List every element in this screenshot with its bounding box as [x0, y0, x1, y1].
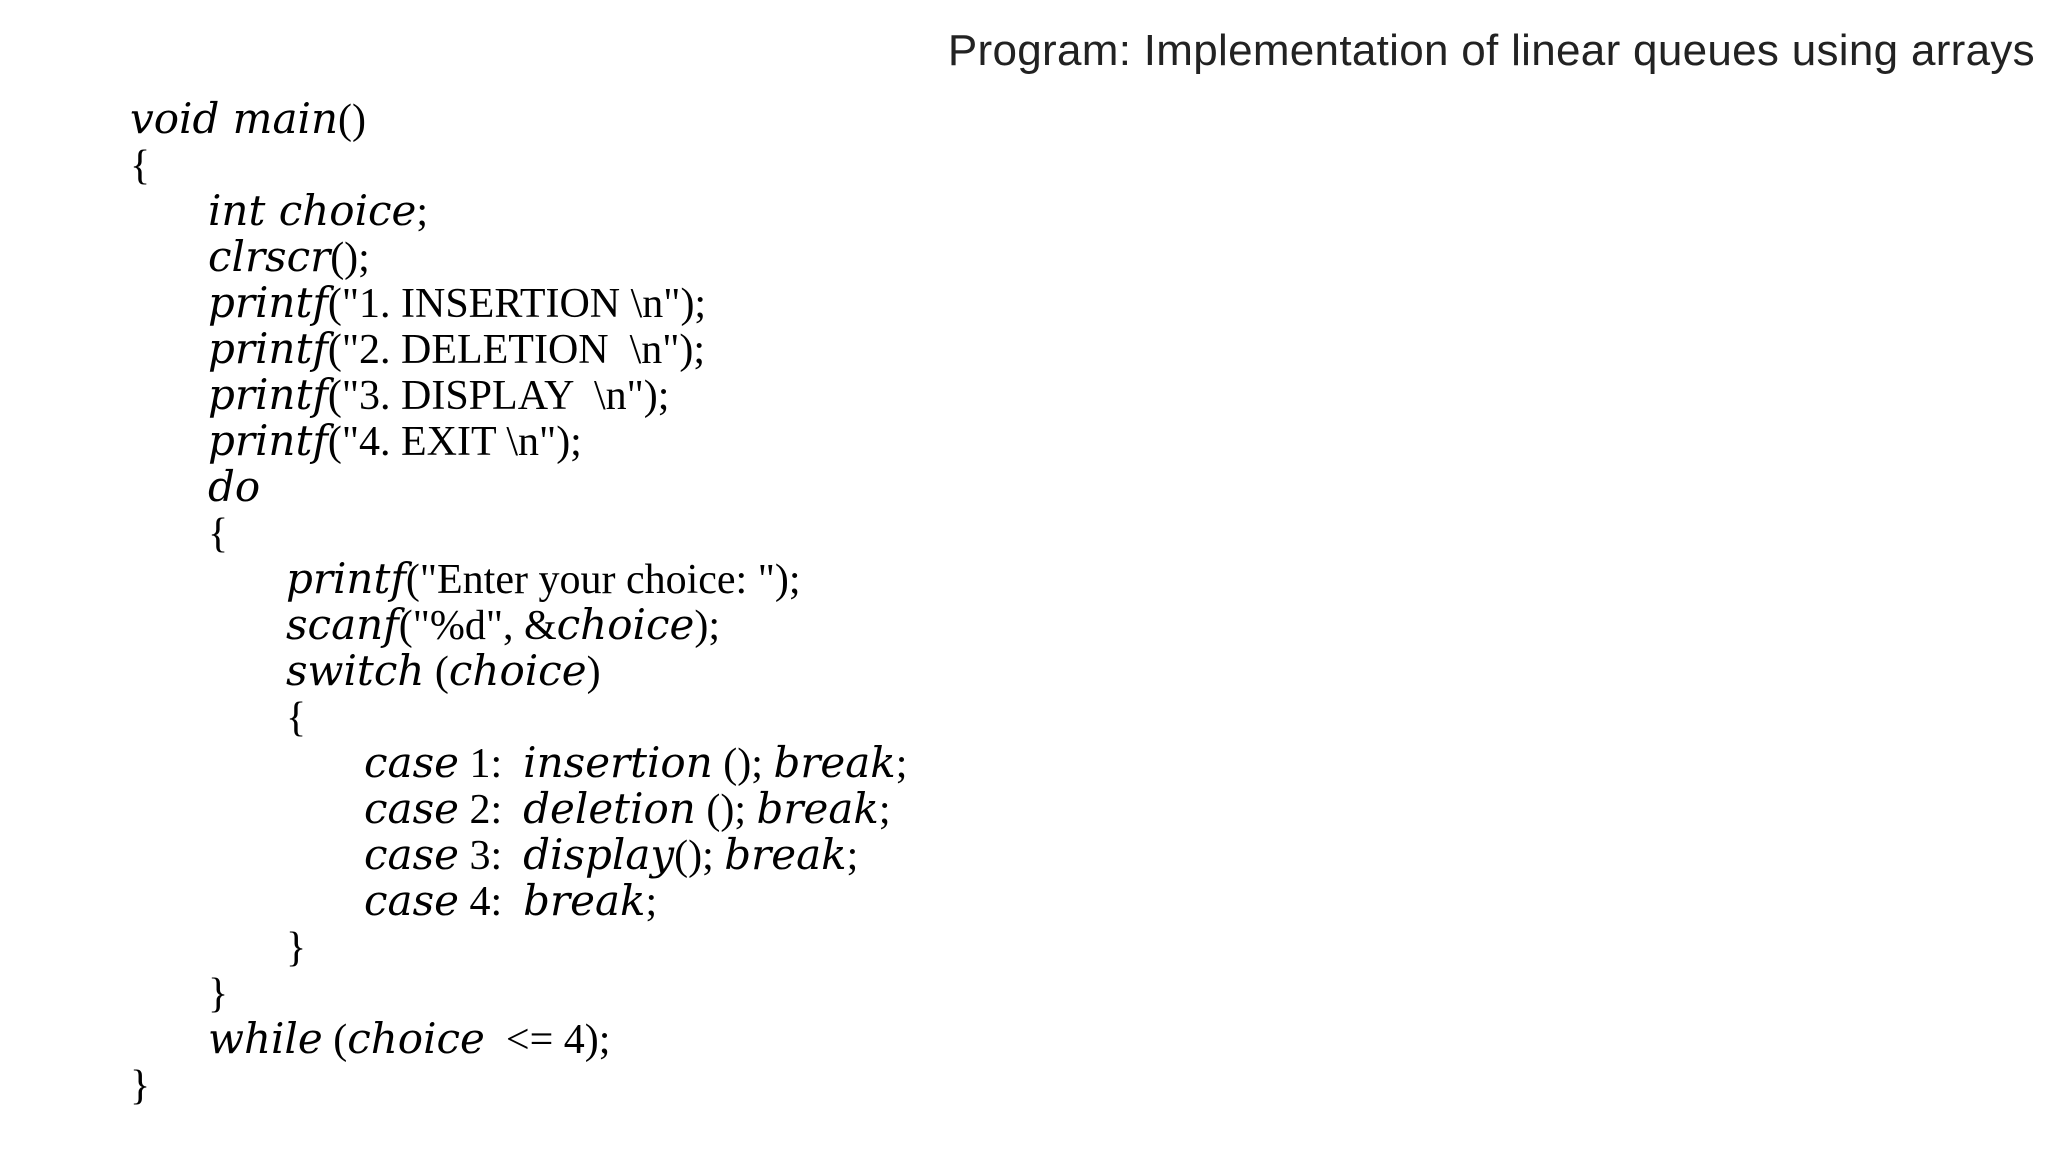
code-line-close-brace	[130, 1062, 150, 1109]
code-line-printf	[286, 556, 801, 603]
code-token: insertion	[523, 738, 713, 787]
code-line-case	[364, 878, 657, 925]
code-token: ();	[712, 741, 774, 787]
code-line-printf	[208, 326, 705, 373]
code-token: ;	[895, 741, 908, 787]
code-token: break	[756, 784, 879, 833]
code-line-case	[364, 786, 890, 833]
code-token: )	[586, 649, 601, 695]
code-token: printf	[208, 416, 328, 465]
code-token: case	[364, 738, 459, 787]
code-token: choice	[448, 646, 587, 695]
code-token: case	[364, 830, 459, 879]
code-token: ("2. DELETION \n");	[327, 327, 706, 373]
code-token: {	[130, 143, 151, 189]
code-line-printf	[208, 372, 669, 419]
code-token: deletion	[523, 784, 696, 833]
code-token: void main	[130, 94, 339, 143]
code-token: while	[208, 1014, 323, 1063]
code-token: (	[424, 649, 449, 695]
code-token: display	[523, 830, 675, 879]
code-token: ();	[674, 833, 725, 879]
code-token: ()	[338, 97, 367, 143]
code-token: printf	[286, 554, 406, 603]
code-token: 3:	[458, 833, 524, 879]
code-line-clrscr	[208, 234, 370, 281]
code-line-printf	[208, 280, 706, 327]
code-line-case	[364, 740, 907, 787]
code-token: ();	[330, 235, 370, 281]
code-token: choice	[556, 600, 695, 649]
code-token: ("1. INSERTION \n");	[327, 281, 707, 327]
code-line-scanf	[286, 602, 720, 649]
code-token: {	[208, 511, 229, 557]
code-token: }	[208, 971, 229, 1017]
code-line-main-signature	[130, 96, 366, 143]
code-token: 4:	[458, 879, 524, 925]
code-token: );	[694, 603, 720, 649]
code-token: int choice	[208, 186, 417, 235]
code-token: choice	[347, 1014, 485, 1063]
code-token: case	[364, 784, 459, 833]
code-token: ;	[846, 833, 859, 879]
code-token: ("3. DISPLAY \n");	[327, 373, 670, 419]
code-token: do	[208, 462, 261, 511]
code-token: }	[286, 925, 307, 971]
code-token: clrscr	[208, 232, 331, 281]
code-token: case	[364, 876, 459, 925]
code-line-close-brace	[286, 924, 306, 971]
code-line-declaration	[208, 188, 428, 235]
code-line-case	[364, 832, 858, 879]
code-line-switch	[286, 648, 601, 695]
code-token: ;	[645, 879, 658, 925]
code-token: switch	[286, 646, 425, 695]
code-token: ();	[695, 787, 757, 833]
code-token: break	[523, 876, 646, 925]
code-line-close-brace	[208, 970, 228, 1017]
code-token: (	[322, 1017, 348, 1063]
code-token: printf	[208, 324, 328, 373]
slide-title: Program: Implementation of linear queues using arrays	[947, 26, 2035, 75]
code-token: <= 4);	[484, 1017, 611, 1063]
code-line-open-brace	[286, 694, 306, 741]
code-line-open-brace	[130, 142, 150, 189]
code-line-printf	[208, 418, 582, 465]
code-token: ("%d", &	[398, 603, 557, 649]
code-token: ("Enter your choice: ");	[405, 557, 801, 603]
code-token: ("4. EXIT \n");	[327, 419, 582, 465]
code-token: scanf	[286, 600, 399, 649]
code-token: break	[773, 738, 896, 787]
code-token: {	[286, 695, 307, 741]
code-token: ;	[878, 787, 891, 833]
code-token: 1:	[458, 741, 524, 787]
code-line-do	[208, 464, 260, 510]
code-token: printf	[208, 370, 328, 419]
code-token: ;	[416, 189, 429, 235]
code-token: printf	[208, 278, 328, 327]
code-token: }	[130, 1063, 151, 1109]
code-line-open-brace	[208, 510, 228, 557]
code-token: 2:	[458, 787, 524, 833]
code-token: break	[724, 830, 847, 879]
code-line-while	[208, 1016, 610, 1063]
